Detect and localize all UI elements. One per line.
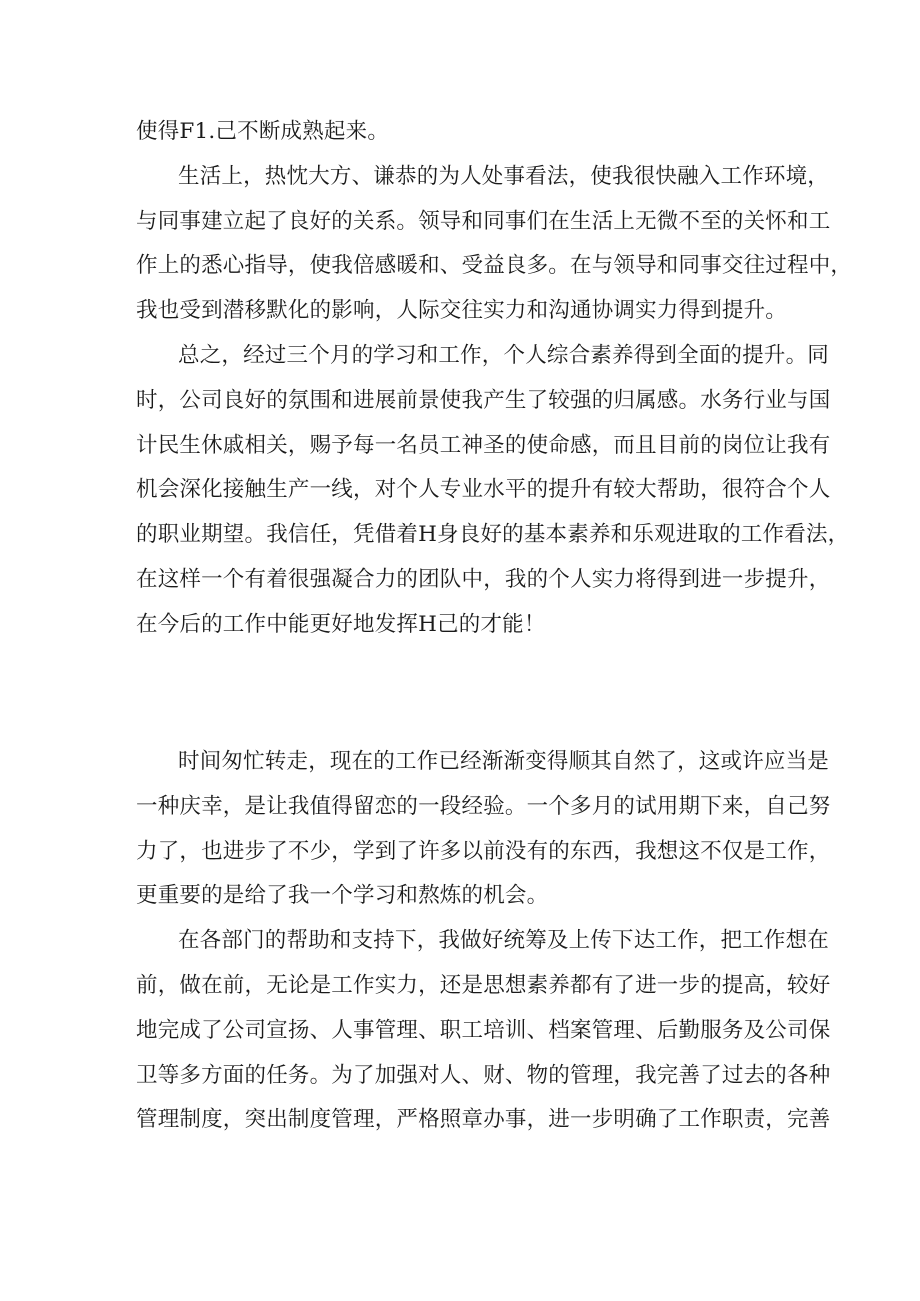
paragraph-line: 总之，经过三个月的学习和工作，个人综合素养得到全面的提升。同 xyxy=(178,342,830,368)
paragraph-line: 使得F1.己不断成熟起来。 xyxy=(136,119,390,144)
paragraph-line: 与同事建立起了良好的关系。领导和同事们在生活上无微不至的关怀和工 xyxy=(136,208,831,234)
paragraph-line: 一种庆幸，是让我值得留恋的一段经验。一个多月的试用期下来，自己努 xyxy=(136,793,831,819)
paragraph-line: 管理制度，突出制度管理，严格照章办事，进一步明确了工作职责，完善 xyxy=(136,1107,831,1133)
paragraph-line: 机会深化接触生产一线，对个人专业水平的提升有较大帮助，很符合个人 xyxy=(136,477,831,503)
paragraph-line: 地完成了公司宣扬、人事管理、职工培训、档案管理、后勤服务及公司保 xyxy=(136,1017,831,1043)
paragraph-line: 的职业期望。我信任，凭借着H身良好的基本素养和乐观进取的工作看法， xyxy=(136,522,850,548)
paragraph-line: 力了，也进步了不少，学到了许多以前没有的东西，我想这不仅是工作， xyxy=(136,838,831,864)
paragraph-line: 计民生休戚相关，赐予每一名员工神圣的使命感，而且目前的岗位让我有 xyxy=(136,432,831,458)
paragraph-line: 在各部门的帮助和支持下，我做好统筹及上传下达工作，把工作想在 xyxy=(178,928,830,954)
paragraph-line: 卫等多方面的任务。为了加强对人、财、物的管理，我完善了过去的各种 xyxy=(136,1062,831,1088)
paragraph-line: 时间匆忙转走，现在的工作已经渐渐变得顺其自然了，这或许应当是 xyxy=(178,749,830,774)
text-section-2 xyxy=(136,740,831,1143)
paragraph-line: 时，公司良好的氛围和进展前景使我产生了较强的归属感。水务行业与国 xyxy=(136,387,831,413)
paragraph-line: 在今后的工作中能更好地发挥H己的才能！ xyxy=(136,611,546,637)
text-section-1 xyxy=(136,110,853,648)
paragraph-line: 我也受到潜移默化的影响，人际交往实力和沟通协调实力得到提升。 xyxy=(136,298,788,324)
paragraph-line: 生活上，热忱大方、谦恭的为人处事看法，使我很快融入工作环境， xyxy=(178,163,830,189)
paragraph-line: 作上的悉心指导，使我倍感暖和、受益良多。在与领导和同事交往过程中， xyxy=(136,253,853,279)
paragraph-line: 在这样一个有着很强凝合力的团队中，我的个人实力将得到进一步提升， xyxy=(136,566,831,592)
paragraph-line: 更重要的是给了我一个学习和熬炼的机会。 xyxy=(136,883,549,909)
paragraph-line: 前，做在前，无论是工作实力，还是思想素养都有了进一步的提高，较好 xyxy=(136,972,831,998)
